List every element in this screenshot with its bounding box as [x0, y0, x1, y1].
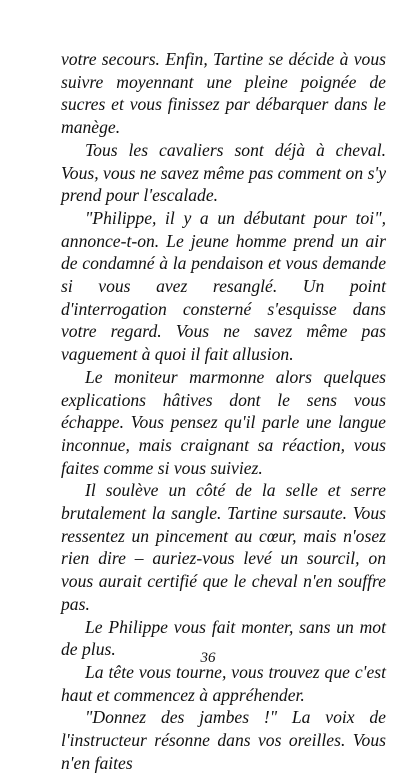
paragraph-3: "Philippe, il y a un débutant pour toi", annonce-t-on. Le jeune homme prend un air de condamné à la pendaison et vous demande si vous avez resanglé. Un point d'interrogation consterné s'esquisse dans votre regard. Vous ne savez même pas vaguement à quoi il fait allusion.: [61, 207, 386, 365]
paragraph-4: Le moniteur marmonne alors quelques explications hâtives dont le sens vous échappe. Vous pensez qu'il parle une langue inconnue, mais craignant sa réaction, vous faites comme si vous suiviez.: [61, 366, 386, 478]
paragraph-8: "Donnez des jambes !" La voix de l'instructeur résonne dans vos oreilles. Vous n'en faites: [61, 707, 386, 773]
paragraph-7: La tête vous tourne, vous trouvez que c'est haut et commencez à appréhender.: [61, 661, 386, 705]
paragraph-2: Tous les cavaliers sont déjà à cheval. Vous, vous ne savez même pas comment on s'y prend pour l'escalade.: [61, 139, 386, 206]
paragraph-6: Le Philippe vous fait monter, sans un mot de plus.: [61, 616, 386, 660]
paragraph-5: Il soulève un côté de la selle et serre brutalement la sangle. Tartine sursaute. Vous ressentez un pincement au cœur, mais n'osez rien dire – auriez-vous levé un sourcil, on vous aurait certifié que le cheval n'en souffre pas.: [61, 480, 386, 614]
paragraph-1: votre secours. Enfin, Tartine se décide à vous suivre moyennant une pleine poignée de sucres et vous finissez par débarquer dans le manège.: [61, 49, 386, 138]
page-number: 36: [200, 650, 216, 666]
